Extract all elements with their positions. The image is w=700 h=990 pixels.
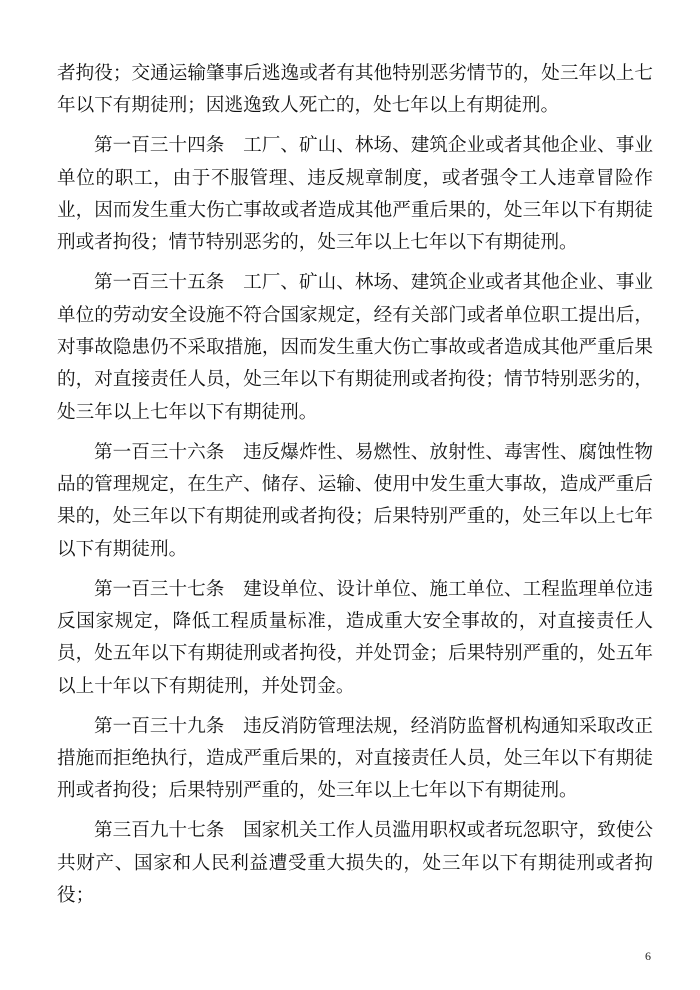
paragraph-article-137: 第一百三十七条 建设单位、设计单位、施工单位、工程监理单位违反国家规定，降低工程质量标准，造成重大安全事故的，对直接责任人员，处五年以下有期徒刑或者拘役，并处罚金；后果特别严重的，处五年以上十年以下有期徒刑，并处罚金。 (57, 578, 653, 697)
paragraph-article-134: 第一百三十四条 工厂、矿山、林场、建筑企业或者其他企业、事业单位的职工，由于不服管理、违反规章制度，或者强令工人违章冒险作业，因而发生重大伤亡事故或者造成其他严重后果的，处三年以下有期徒刑或者拘役；情节特别恶劣的，处三年以上七年以下有期徒刑。 (57, 135, 653, 254)
paragraph-continuation: 者拘役；交通运输肇事后逃逸或者有其他特别恶劣情节的，处三年以上七年以下有期徒刑；因逃逸致人死亡的，处七年以上有期徒刑。 (57, 63, 653, 117)
paragraph-article-139: 第一百三十九条 违反消防管理法规，经消防监督机构通知采取改正措施而拒绝执行，造成严重后果的，对直接责任人员，处三年以下有期徒刑或者拘役；后果特别严重的，处三年以上七年以下有期徒刑。 (57, 715, 653, 802)
page-number: 6 (645, 949, 651, 963)
paragraph-article-397: 第三百九十七条 国家机关工作人员滥用职权或者玩忽职守，致使公共财产、国家和人民利益遭受重大损失的，处三年以下有期徒刑或者拘役； (57, 820, 653, 907)
paragraph-article-135: 第一百三十五条 工厂、矿山、林场、建筑企业或者其他企业、事业单位的劳动安全设施不符合国家规定，经有关部门或者单位职工提出后，对事故隐患仍不采取措施，因而发生重大伤亡事故或者造成其他严重后果的，对直接责任人员，处三年以下有期徒刑或者拘役；情节特别恶劣的，处三年以上七年以下有期徒刑。 (57, 272, 653, 423)
document-body (57, 58, 653, 913)
paragraph-article-136: 第一百三十六条 违反爆炸性、易燃性、放射性、毒害性、腐蚀性物品的管理规定，在生产、储存、运输、使用中发生重大事故，造成严重后果的，处三年以下有期徒刑或者拘役；后果特别严重的，处三年以上七年以下有期徒刑。 (57, 441, 653, 560)
